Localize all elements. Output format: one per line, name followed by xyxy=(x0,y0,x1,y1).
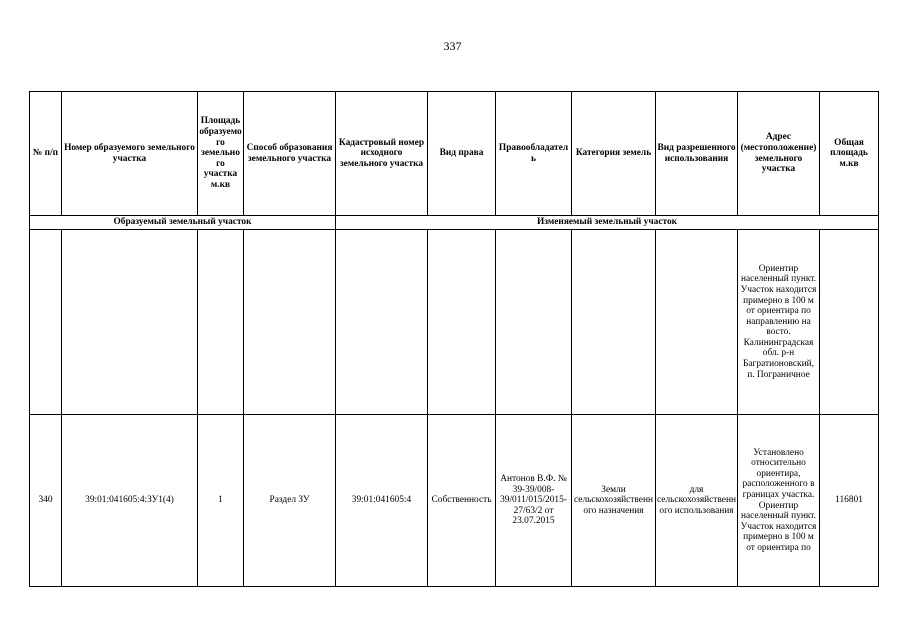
cell-land-category xyxy=(572,230,656,415)
header-parcel-number: Номер образуемого земельного участка xyxy=(62,92,198,216)
header-owner: Правообладатель xyxy=(496,92,572,216)
section-formed-parcel: Образуемый земельный участок xyxy=(30,216,336,230)
cell-owner xyxy=(496,230,572,415)
header-permitted-use: Вид разрешенного использования xyxy=(656,92,738,216)
table-row xyxy=(30,230,879,415)
cell-num: 340 xyxy=(30,415,62,587)
cell-formation-method: Раздел ЗУ xyxy=(244,415,336,587)
header-land-category: Категория земель xyxy=(572,92,656,216)
header-formation-method: Способ образования земельного участка xyxy=(244,92,336,216)
header-num: № п/п xyxy=(30,92,62,216)
cell-right-type: Собственность xyxy=(428,415,496,587)
cell-area: 1 xyxy=(198,415,244,587)
cell-cadastral-number xyxy=(336,230,428,415)
section-changed-parcel: Изменяемый земельный участок xyxy=(336,216,879,230)
cell-total-area: 116801 xyxy=(820,415,879,587)
cell-parcel-number: 39:01:041605:4:ЗУ1(4) xyxy=(62,415,198,587)
cell-area xyxy=(198,230,244,415)
cell-permitted-use xyxy=(656,230,738,415)
cell-total-area xyxy=(820,230,879,415)
header-area: Площадь образуемого земельного участка м.кв xyxy=(198,92,244,216)
cell-parcel-number xyxy=(62,230,198,415)
header-cadastral-number: Кадастровый номер исходного земельного участка xyxy=(336,92,428,216)
cell-land-category: Земли сельскохозяйственного назначения xyxy=(572,415,656,587)
cell-address: Ориентир населенный пункт. Участок находится примерно в 100 м от ориентира по направлению на восто. Калининградская обл. р-н Багратионовский, п. Пограничное xyxy=(738,230,820,415)
header-address: Адрес (местоположение) земельного участка xyxy=(738,92,820,216)
header-right-type: Вид права xyxy=(428,92,496,216)
cell-right-type xyxy=(428,230,496,415)
cell-permitted-use: для сельскохозяйственного использования xyxy=(656,415,738,587)
cell-formation-method xyxy=(244,230,336,415)
header-total-area: Общая площадь м.кв xyxy=(820,92,879,216)
page-number: 337 xyxy=(443,39,462,53)
cell-address: Установлено относительно ориентира, расположенного в границах участка. Ориентир населенный пункт. Участок находится примерно в 100 м от ориентира по xyxy=(738,415,820,587)
cell-cadastral-number: 39:01:041605:4 xyxy=(336,415,428,587)
table-header-row xyxy=(30,92,879,216)
table-row xyxy=(30,415,879,587)
section-row xyxy=(30,216,879,230)
cell-owner: Антонов В.Ф. № 39-39/008-39/011/015/2015-27/63/2 от 23.07.2015 xyxy=(496,415,572,587)
cell-num xyxy=(30,230,62,415)
land-parcel-table xyxy=(29,91,879,587)
